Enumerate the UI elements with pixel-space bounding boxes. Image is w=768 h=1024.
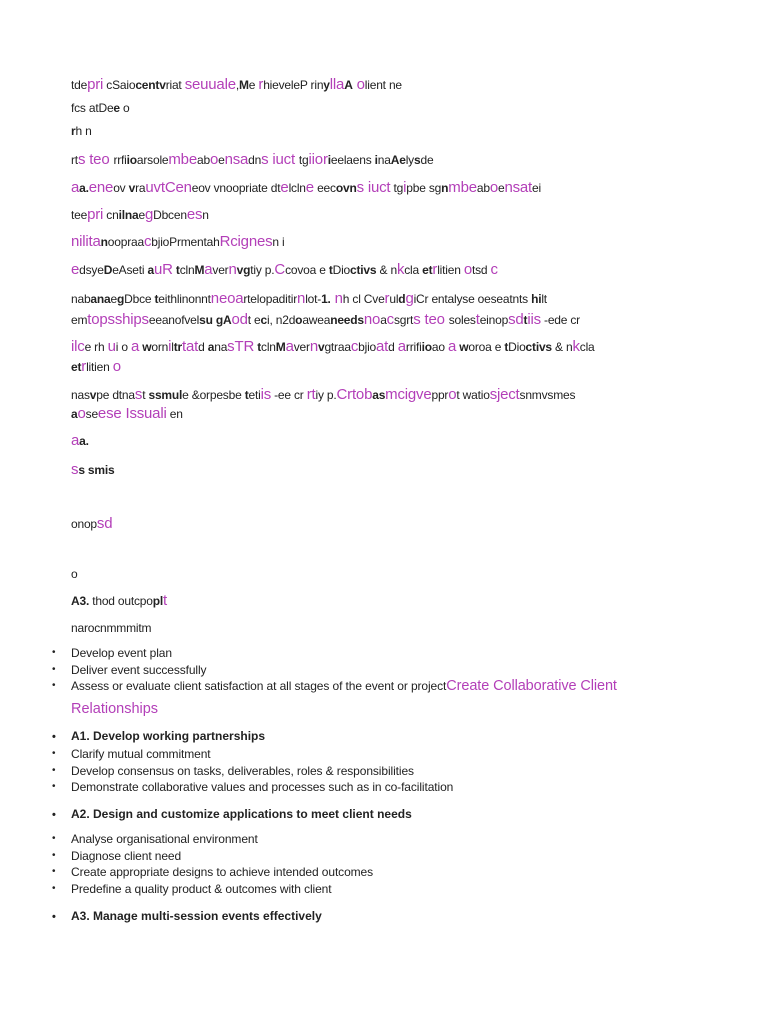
garbled-fragment: teo: [85, 151, 114, 168]
garbled-fragment: ops: [91, 311, 115, 328]
garbled-line: [71, 387, 575, 403]
garbled-fragment: lla: [329, 76, 345, 93]
garbled-fragment: is: [260, 386, 271, 403]
garbled-fragment: p: [209, 388, 217, 402]
garbled-fragment: thod outcpo: [89, 594, 153, 608]
garbled-fragment: tsd: [471, 263, 491, 277]
garbled-fragment: cln: [179, 263, 195, 277]
garbled-fragment: ene: [88, 179, 114, 196]
garbled-fragment: ly: [405, 153, 414, 167]
garbled-fragment: tde: [71, 78, 88, 92]
garbled-line: [71, 406, 183, 422]
garbled-fragment: n: [100, 235, 108, 249]
garbled-fragment: nas: [71, 388, 90, 402]
garbled-fragment: r: [71, 124, 76, 138]
garbled-fragment: em: [71, 313, 88, 327]
garbled-fragment: Dio: [332, 263, 351, 277]
heading-a3: • A3. Manage multi-session events effectively: [52, 909, 322, 923]
garbled-fragment: t: [328, 263, 333, 277]
bullet-list-a1: [52, 746, 453, 796]
garbled-fragment: pri: [87, 76, 104, 93]
garbled-line: [71, 180, 541, 196]
garbled-fragment: n: [330, 290, 343, 307]
garbled-fragment: r: [384, 290, 390, 307]
garbled-fragment: c: [350, 338, 359, 355]
garbled-fragment: ov: [113, 181, 129, 195]
garbled-fragment: gtraa: [324, 340, 351, 354]
garbled-fragment: at: [376, 338, 389, 355]
garbled-fragment: w: [456, 340, 469, 354]
garbled-fragment: C: [274, 261, 286, 278]
garbled-fragment: o: [463, 261, 472, 278]
garbled-fragment: e: [422, 263, 429, 277]
garbled-fragment: e: [113, 101, 120, 115]
garbled-fragment: g: [405, 290, 414, 307]
garbled-fragment: e rh: [84, 340, 108, 354]
garbled-fragment: n: [297, 290, 306, 307]
garbled-fragment: i: [71, 338, 75, 355]
garbled-fragment: a: [397, 338, 406, 355]
garbled-fragment: o: [71, 567, 78, 581]
garbled-fragment: eithlinonnt: [158, 292, 211, 306]
garbled-fragment: sject: [489, 386, 520, 403]
garbled-fragment: s: [71, 461, 79, 478]
garbled-fragment: s: [261, 151, 269, 168]
garbled-fragment: g: [243, 263, 251, 277]
garbled-fragment: tat: [182, 338, 199, 355]
garbled-fragment: e &or: [182, 388, 210, 402]
garbled-fragment: d: [278, 292, 286, 306]
garbled-fragment: cSaio: [103, 78, 136, 92]
section-title-relationships: Relationships: [71, 701, 159, 717]
list-item-text: Assess or evaluate client satisfaction at all stages of the event or project: [71, 679, 447, 693]
garbled-fragment: e: [138, 208, 145, 222]
garbled-fragment: uvt: [145, 179, 165, 196]
list-item: [52, 678, 617, 695]
garbled-fragment: ana: [90, 292, 111, 306]
garbled-fragment: i: [168, 338, 172, 355]
garbled-fragment: centv: [135, 78, 166, 92]
garbled-fragment: s: [227, 338, 235, 355]
garbled-fragment: g: [144, 206, 154, 223]
garbled-fragment: t: [154, 292, 159, 306]
garbled-fragment: od: [231, 311, 248, 328]
section-title-collaborative: Create Collaborative Client: [446, 678, 617, 694]
garbled-fragment: t: [77, 360, 82, 374]
garbled-fragment: r: [81, 358, 87, 375]
garbled-fragment: a: [204, 261, 213, 278]
garbled-fragment: pe dtna: [96, 388, 135, 402]
garbled-fragment: iy p.: [315, 388, 337, 402]
garbled-fragment: snmvsmes: [519, 388, 576, 402]
garbled-fragment: d: [198, 340, 208, 354]
garbled-fragment: ab: [476, 181, 490, 195]
garbled-fragment: telopa: [247, 292, 279, 306]
garbled-fragment: dsye: [79, 263, 104, 277]
garbled-line: [71, 312, 580, 328]
garbled-fragment: n: [228, 261, 237, 278]
garbled-fragment: tg: [298, 153, 309, 167]
garbled-fragment: Dbce: [124, 292, 155, 306]
garbled-fragment: ese Issuali: [97, 405, 167, 422]
garbled-fragment: cig: [230, 233, 249, 250]
garbled-fragment: e: [110, 292, 117, 306]
garbled-fragment: t: [163, 592, 167, 609]
garbled-fragment: t: [142, 388, 149, 402]
garbled-fragment: T: [234, 338, 244, 355]
garbled-fragment: e: [280, 179, 289, 196]
garbled-fragment: hi: [531, 292, 542, 306]
garbled-fragment: t: [504, 340, 509, 354]
bullet-list-a2: [52, 831, 373, 897]
garbled-fragment: einop: [479, 313, 509, 327]
garbled-fragment: iior: [308, 151, 328, 168]
garbled-fragment: ab: [196, 153, 210, 167]
garbled-fragment: r: [243, 292, 248, 306]
list-item: • Analyse organisational environment: [52, 831, 373, 848]
garbled-fragment: D: [103, 263, 113, 277]
garbled-fragment: itir: [285, 292, 298, 306]
garbled-line: [71, 359, 121, 375]
garbled-fragment: no: [363, 311, 381, 328]
garbled-line: [71, 262, 498, 278]
garbled-fragment: sd: [96, 515, 113, 532]
garbled-fragment: e: [71, 261, 80, 278]
garbled-fragment: ra: [135, 181, 146, 195]
garbled-fragment: ppr: [431, 388, 449, 402]
garbled-fragment: awea: [302, 313, 331, 327]
garbled-fragment: tee: [71, 208, 88, 222]
garbled-fragment: a.: [79, 434, 89, 448]
heading-a2: • A2. Design and customize applications to meet client needs: [52, 807, 412, 821]
garbled-fragment: a: [147, 263, 154, 277]
garbled-fragment: neoa: [210, 290, 244, 307]
garbled-line: [71, 152, 433, 168]
garbled-fragment: t: [172, 263, 180, 277]
garbled-fragment: na: [214, 340, 228, 354]
garbled-fragment: onop: [71, 517, 97, 531]
garbled-fragment: s: [413, 153, 421, 167]
garbled-fragment: v: [317, 340, 325, 354]
garbled-fragment: c: [490, 261, 498, 278]
list-item: • Create appropriate designs to achieve intended outcomes: [52, 864, 373, 881]
garbled-fragment: s: [413, 311, 421, 328]
garbled-fragment: mcigve: [385, 386, 432, 403]
garbled-fragment: ul: [389, 292, 399, 306]
list-item: • Develop event plan: [52, 645, 617, 662]
garbled-fragment: A: [344, 78, 353, 92]
garbled-fragment: R: [243, 338, 255, 355]
garbled-fragment: riat: [165, 78, 185, 92]
garbled-fragment: Ae: [390, 153, 406, 167]
garbled-fragment: o: [295, 313, 303, 327]
garbled-fragment: lient ne: [364, 78, 402, 92]
garbled-fragment: y: [323, 78, 330, 92]
garbled-line: [71, 101, 130, 116]
garbled-fragment: n: [202, 208, 209, 222]
garbled-fragment: ships: [114, 311, 149, 328]
garbled-fragment: esbe: [216, 388, 245, 402]
garbled-fragment: t: [428, 263, 433, 277]
garbled-fragment: a: [285, 338, 294, 355]
garbled-fragment: t: [254, 340, 262, 354]
garbled-fragment: u: [107, 338, 116, 355]
garbled-fragment: t watio: [456, 388, 490, 402]
garbled-fragment: A3.: [71, 594, 90, 608]
garbled-fragment: a: [380, 313, 387, 327]
garbled-fragment: o: [119, 101, 130, 115]
garbled-fragment: io: [421, 340, 432, 354]
garbled-fragment: rrifi: [405, 340, 422, 354]
garbled-fragment: & n: [551, 340, 573, 354]
garbled-fragment: k: [572, 338, 580, 355]
garbled-fragment: fcs atDe: [71, 101, 114, 115]
garbled-fragment: ,: [235, 78, 239, 92]
garbled-fragment: pbe sg: [406, 181, 442, 195]
garbled-fragment: o: [448, 386, 457, 403]
garbled-fragment: v: [128, 181, 136, 195]
garbled-fragment: ao: [431, 340, 448, 354]
garbled-fragment: ctivs: [350, 263, 377, 277]
garbled-fragment: io: [126, 153, 137, 167]
garbled-fragment: w: [139, 340, 152, 354]
garbled-fragment: a: [130, 338, 140, 355]
garbled-fragment: t: [523, 313, 528, 327]
garbled-fragment: Cen: [164, 179, 192, 196]
garbled-fragment: e: [497, 181, 505, 195]
garbled-fragment: iuct: [268, 151, 299, 168]
garbled-fragment: Dbcen: [153, 208, 187, 222]
garbled-fragment: n: [309, 338, 318, 355]
garbled-fragment: cla: [579, 340, 595, 354]
garbled-fragment: rt: [71, 153, 78, 167]
garbled-fragment: e: [218, 153, 225, 167]
garbled-fragment: soles: [448, 313, 476, 327]
garbled-fragment: ssmul: [148, 388, 183, 402]
garbled-line: [71, 124, 92, 139]
garbled-fragment: rrfi: [113, 153, 127, 167]
garbled-fragment: s: [134, 386, 143, 403]
garbled-fragment: pri: [87, 206, 104, 223]
garbled-fragment: h n: [75, 124, 92, 138]
garbled-fragment: ov: [335, 181, 350, 195]
garbled-fragment: needs: [330, 313, 364, 327]
garbled-fragment: c: [386, 311, 394, 328]
garbled-fragment: a: [71, 432, 80, 449]
garbled-fragment: gA: [215, 313, 232, 327]
garbled-fragment: i: [374, 153, 378, 167]
garbled-fragment: Dio: [508, 340, 526, 354]
garbled-fragment: a: [71, 407, 78, 421]
garbled-fragment: ilna: [118, 208, 139, 222]
garbled-line: [71, 291, 547, 307]
garbled-fragment: narocnmmmitm: [71, 621, 152, 635]
garbled-fragment: 1.: [321, 292, 331, 306]
garbled-fragment: r: [258, 76, 264, 93]
garbled-fragment: a.: [79, 181, 89, 195]
garbled-fragment: hieveleP rin: [263, 78, 324, 92]
garbled-fragment: v: [236, 263, 244, 277]
garbled-fragment: mbe: [168, 151, 197, 168]
garbled-fragment: & n: [376, 263, 397, 277]
garbled-fragment: nsat: [504, 179, 533, 196]
list-item: • Diagnose client need: [52, 848, 373, 865]
garbled-fragment: ei: [532, 181, 541, 195]
garbled-fragment: su: [199, 313, 216, 327]
garbled-fragment: r: [432, 261, 438, 278]
garbled-fragment: n: [441, 181, 449, 195]
garbled-fragment: iCr entalyse oeseatnts: [413, 292, 532, 306]
garbled-fragment: cln: [261, 340, 276, 354]
garbled-fragment: s: [356, 179, 364, 196]
garbled-fragment: tiy p.: [250, 263, 275, 277]
garbled-line: [71, 621, 151, 636]
garbled-fragment: o: [352, 76, 365, 93]
garbled-fragment: mbe: [448, 179, 477, 196]
garbled-fragment: o: [209, 151, 219, 168]
garbled-fragment: i: [403, 179, 407, 196]
garbled-fragment: n i: [272, 235, 285, 249]
garbled-fragment: h cl Cve: [342, 292, 385, 306]
garbled-fragment: bjio: [358, 340, 377, 354]
garbled-fragment: R: [162, 261, 173, 278]
garbled-line: [71, 339, 595, 355]
garbled-fragment: se: [85, 407, 98, 421]
garbled-fragment: tr: [173, 340, 183, 354]
garbled-fragment: iis: [527, 311, 541, 328]
garbled-fragment: sd: [508, 311, 524, 328]
garbled-fragment: lcln: [288, 181, 306, 195]
garbled-fragment: c: [260, 313, 268, 327]
garbled-fragment: t e: [247, 313, 261, 327]
garbled-fragment: o: [489, 179, 498, 196]
garbled-fragment: e: [71, 360, 78, 374]
garbled-line: [71, 516, 112, 532]
garbled-fragment: sgrt: [393, 313, 414, 327]
garbled-fragment: teo: [420, 311, 449, 328]
garbled-fragment: M: [194, 263, 205, 277]
garbled-fragment: na: [377, 153, 391, 167]
garbled-fragment: i: [327, 153, 331, 167]
garbled-fragment: nsa: [224, 151, 249, 168]
garbled-fragment: u: [153, 261, 163, 278]
garbled-fragment: nes: [248, 233, 273, 250]
garbled-fragment: ver: [293, 340, 310, 354]
garbled-fragment: seuuale: [184, 76, 236, 93]
garbled-fragment: e: [305, 179, 314, 196]
garbled-fragment: d: [398, 292, 406, 306]
list-item: • Predefine a quality product & outcomes with client: [52, 881, 373, 898]
garbled-fragment: litien: [437, 263, 464, 277]
garbled-fragment: a: [71, 179, 80, 196]
garbled-line: [71, 234, 284, 250]
garbled-fragment: R: [219, 233, 231, 250]
garbled-fragment: bjioPrmentah: [151, 235, 220, 249]
garbled-fragment: t: [475, 311, 480, 328]
garbled-fragment: tg: [390, 181, 404, 195]
garbled-fragment: a: [207, 340, 215, 354]
garbled-fragment: oopraa: [107, 235, 144, 249]
list-item: • Develop consensus on tasks, deliverables, roles & responsibilities: [52, 763, 453, 780]
list-item: • Demonstrate collaborative values and processes such as in co-facilitation: [52, 779, 453, 796]
garbled-fragment: g: [116, 292, 125, 306]
garbled-fragment: o: [112, 358, 121, 375]
garbled-fragment: Crtob: [336, 386, 373, 403]
garbled-fragment: ctivs: [525, 340, 552, 354]
garbled-line: [71, 77, 402, 93]
garbled-fragment: t: [87, 311, 92, 328]
garbled-fragment: oroa e: [468, 340, 505, 354]
garbled-fragment: i o: [115, 340, 131, 354]
garbled-fragment: pl: [152, 594, 163, 608]
garbled-fragment: s: [77, 151, 86, 168]
garbled-fragment: eec: [313, 181, 336, 195]
garbled-fragment: lt: [541, 292, 547, 306]
list-item: • Clarify mutual commitment: [52, 746, 453, 763]
garbled-fragment: M: [275, 340, 286, 354]
garbled-fragment: de: [420, 153, 434, 167]
garbled-fragment: o: [77, 405, 86, 422]
garbled-fragment: lc: [74, 338, 85, 355]
garbled-fragment: cla: [404, 263, 423, 277]
bullet-list-event: [52, 645, 617, 695]
garbled-fragment: arsole: [136, 153, 169, 167]
garbled-fragment: d: [388, 340, 398, 354]
garbled-fragment: a: [447, 338, 457, 355]
garbled-fragment: orn: [151, 340, 169, 354]
garbled-fragment: as: [372, 388, 386, 402]
garbled-line: [71, 207, 209, 223]
garbled-fragment: lot-: [305, 292, 322, 306]
garbled-fragment: eti: [248, 388, 261, 402]
garbled-fragment: covoa e: [285, 263, 329, 277]
garbled-fragment: nab: [71, 292, 91, 306]
garbled-fragment: k: [396, 261, 405, 278]
garbled-fragment: l: [171, 340, 174, 354]
garbled-fragment: s smis: [78, 463, 115, 477]
garbled-fragment: eAseti: [112, 263, 148, 277]
garbled-fragment: dn: [248, 153, 262, 167]
garbled-line: [71, 433, 89, 449]
garbled-fragment: M: [239, 78, 249, 92]
garbled-line: [71, 567, 77, 582]
garbled-fragment: -ee cr: [271, 388, 307, 402]
garbled-fragment: litien: [86, 360, 113, 374]
heading-a1: • A1. Develop working partnerships: [52, 729, 265, 743]
garbled-fragment: en: [166, 407, 183, 421]
garbled-fragment: i, n2d: [267, 313, 296, 327]
garbled-fragment: eeanofvel: [148, 313, 200, 327]
garbled-fragment: eov vnoopriate dt: [191, 181, 281, 195]
garbled-fragment: e: [248, 78, 259, 92]
garbled-fragment: ver: [212, 263, 229, 277]
garbled-fragment: eelaens: [330, 153, 375, 167]
garbled-line: [71, 462, 114, 478]
garbled-fragment: iuct: [363, 179, 391, 196]
garbled-fragment: v: [89, 388, 97, 402]
garbled-fragment: nilita: [71, 233, 101, 250]
garbled-fragment: es: [186, 206, 203, 223]
garbled-fragment: t: [244, 388, 249, 402]
garbled-fragment: c: [143, 233, 152, 250]
garbled-line: [71, 593, 167, 609]
garbled-fragment: cn: [103, 208, 119, 222]
list-item: • Deliver event successfully: [52, 662, 617, 679]
garbled-fragment: n: [349, 181, 357, 195]
garbled-fragment: -ede cr: [540, 313, 580, 327]
garbled-fragment: rt: [306, 386, 316, 403]
